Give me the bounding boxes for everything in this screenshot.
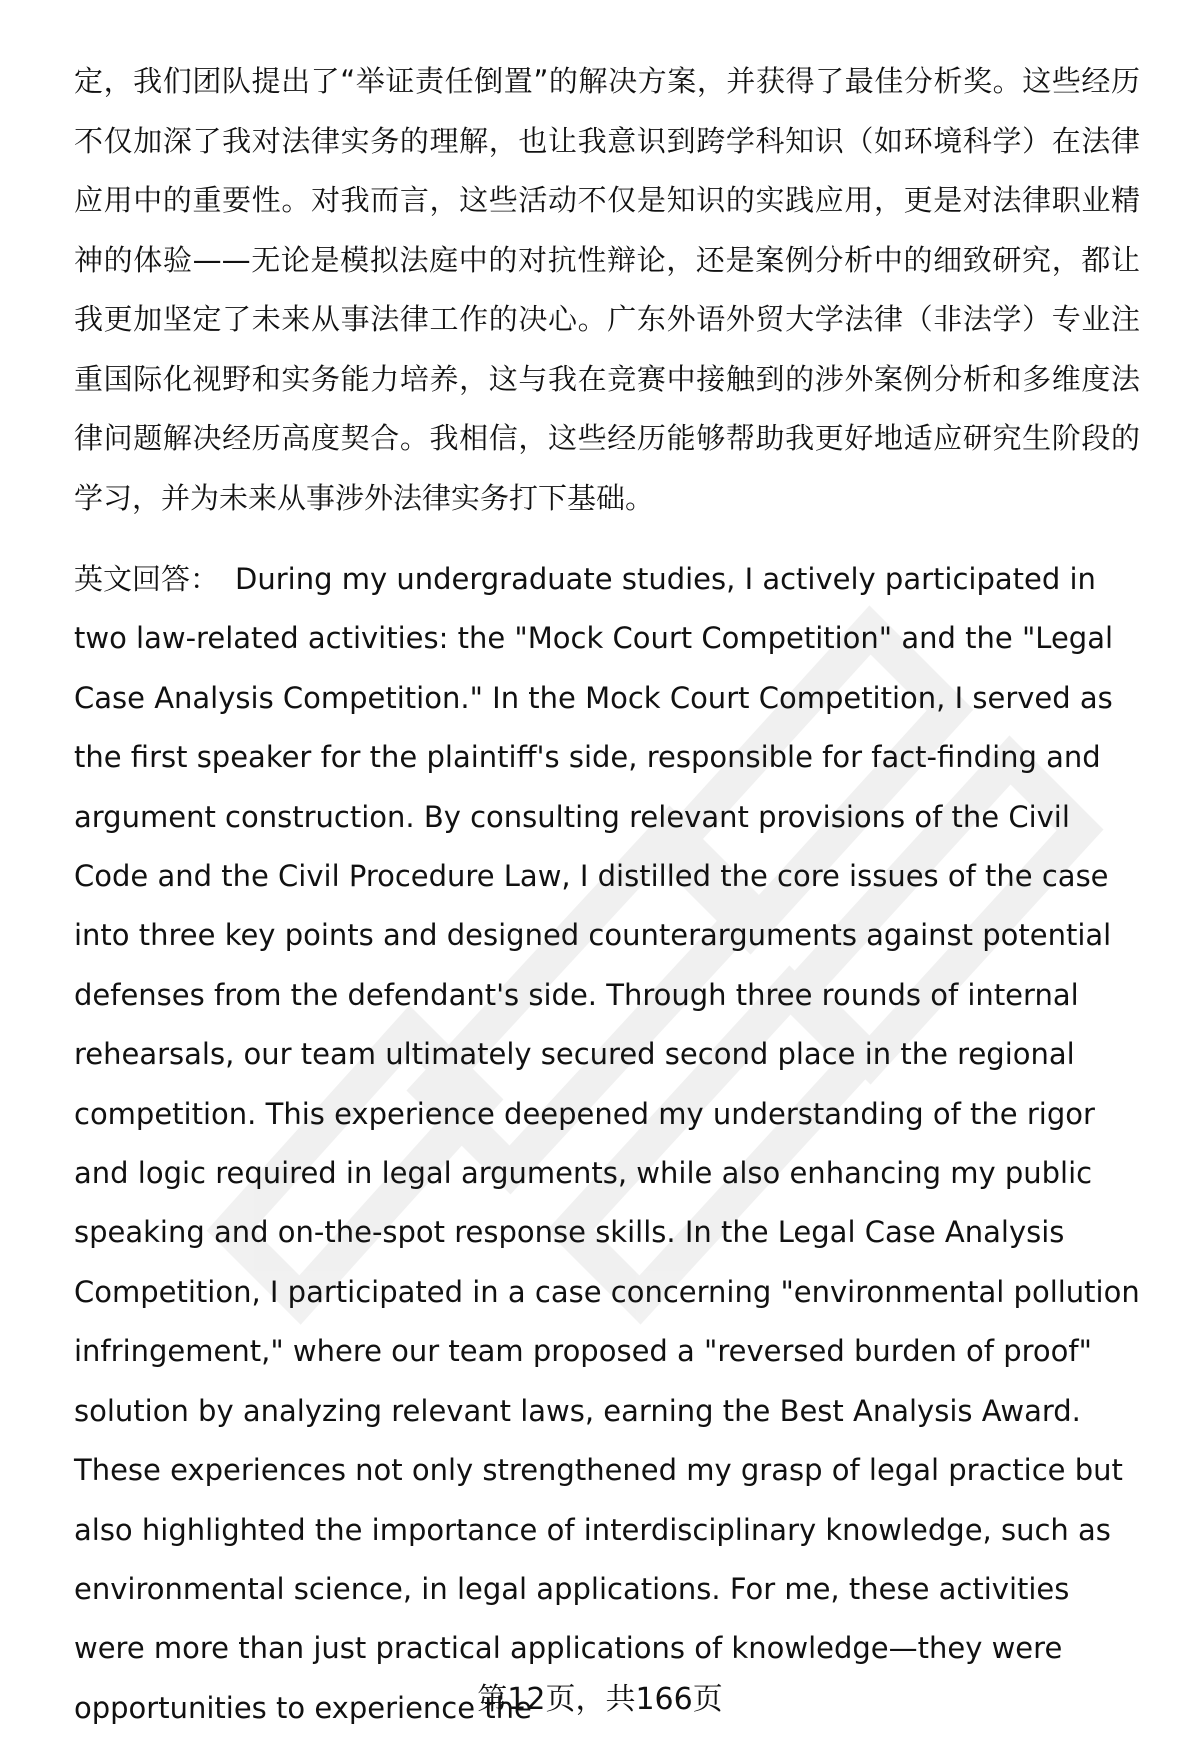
page-number: 第12页，共166页 [477,1682,723,1717]
english-answer-text: During my undergraduate studies, I actively participated in two law-related activities: the "Mock Court Competition" and the "Legal Case Analysis Competition." In the Mock Court Competition, I served as the first speaker for the plaintiff's side, responsible for fact-finding and argument construction. By consulting relevant provisions of the Civil Code and the Civil Procedure Law, I distilled the core issues of the case into three key points and designed counterarguments against potential defenses from the defendant's side. Through three rounds of internal rehearsals, our team ultimately secured second place in the regional competition. This experience deepened my understanding of the rigor and logic required in legal arguments, while also enhancing my public speaking and on-the-spot response skills. In the Legal Case Analysis Competition, I participated in a case concerning "environmental pollution infringement," where our team proposed a "reversed burden of proof" solution by analyzing relevant laws, earning the Best Analysis Award. These experiences not only strengthened my grasp of legal practice but also highlighted the importance of interdisciplinary knowledge, such as environmental science, in legal applications. For me, these activities were more than just practical applications of knowledge—they were opportunities to experience the [74,562,1140,1725]
english-answer-label: 英文回答： [74,562,220,596]
document-body [74,52,1140,1738]
english-answer-paragraph [74,550,1140,1738]
chinese-answer-paragraph: 定，我们团队提出了“举证责任倒置”的解决方案，并获得了最佳分析奖。这些经历不仅加深了我对法律实务的理解，也让我意识到跨学科知识（如环境科学）在法律应用中的重要性。对我而言，这些活动不仅是知识的实践应用，更是对法律职业精神的体验——无论是模拟法庭中的对抗性辩论，还是案例分析中的细致研究，都让我更加坚定了未来从事法律工作的决心。广东外语外贸大学法律（非法学）专业注重国际化视野和实务能力培养，这与我在竞赛中接触到的涉外案例分析和多维度法律问题解决经历高度契合。我相信，这些经历能够帮助我更好地适应研究生阶段的学习，并为未来从事涉外法律实务打下基础。 [74,64,1140,515]
